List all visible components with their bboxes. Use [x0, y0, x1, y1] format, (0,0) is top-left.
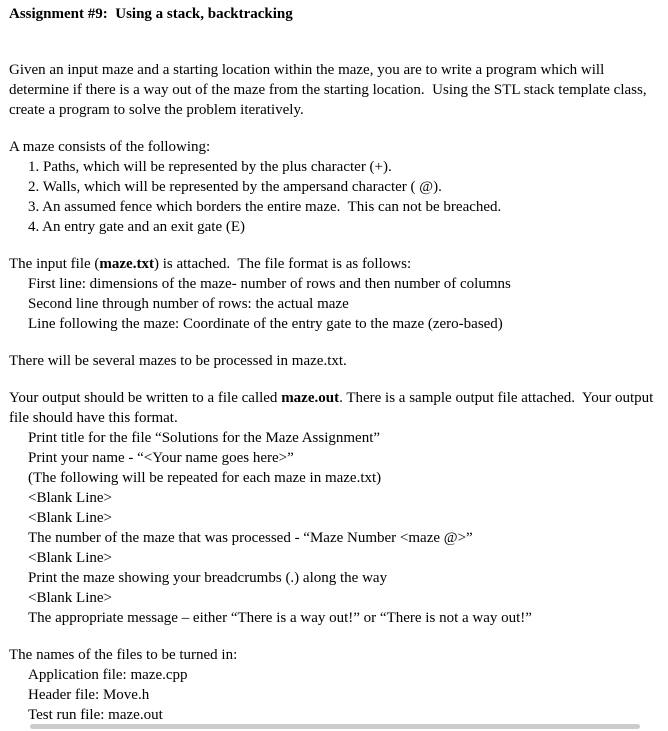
list-item: 3. An assumed fence which borders the entire maze. This can not be breached. [28, 199, 502, 215]
list-item: <Blank Line> [28, 590, 112, 606]
maze-structure-section [9, 137, 658, 237]
list-item: <Blank Line> [28, 550, 112, 566]
list-item: Print title for the file “Solutions for the Maze Assignment” [28, 430, 381, 446]
document-title: Assignment #9: Using a stack, backtracking [9, 6, 293, 22]
filename-maze-out: maze.out [281, 390, 340, 406]
horizontal-scrollbar[interactable] [30, 724, 640, 729]
list-item: Test run file: maze.out [28, 707, 163, 723]
input-file-format-list [9, 274, 658, 334]
input-file-section [9, 254, 658, 334]
list-item: Header file: Move.h [28, 687, 150, 703]
turn-in-files-section [9, 645, 658, 725]
turn-in-files-heading: The names of the files to be turned in: [9, 647, 238, 663]
several-mazes-paragraph: There will be several mazes to be processed in maze.txt. [9, 353, 347, 369]
turn-in-files-list [9, 665, 658, 725]
list-item: Line following the maze: Coordinate of the entry gate to the maze (zero-based) [28, 316, 503, 332]
output-section [9, 388, 658, 628]
text-run: Your output should be written to a file called [9, 390, 282, 406]
list-item: <Blank Line> [28, 490, 112, 506]
list-item: <Blank Line> [28, 510, 112, 526]
list-item: The number of the maze that was processed - “Maze Number <maze @>” [28, 530, 473, 546]
text-run: The input file ( [9, 256, 100, 272]
list-item: 1. Paths, which will be represented by the plus character (+). [28, 159, 392, 175]
output-paragraph [9, 388, 658, 428]
list-item: Application file: maze.cpp [28, 667, 188, 683]
output-format-list [9, 428, 658, 628]
maze-structure-list [9, 157, 658, 237]
list-item: Second line through number of rows: the actual maze [28, 296, 349, 312]
list-item: Print your name - “<Your name goes here>” [28, 450, 294, 466]
list-item: Print the maze showing your breadcrumbs (.) along the way [28, 570, 388, 586]
list-item: 4. An entry gate and an exit gate (E) [28, 219, 246, 235]
list-item: The appropriate message – either “There is a way out!” or “There is not a way out!” [28, 610, 532, 626]
maze-structure-heading: A maze consists of the following: [9, 139, 211, 155]
intro-paragraph: Given an input maze and a starting location within the maze, you are to write a program which will determine if there is a way out of the maze from the starting location. Using the STL stack template class, create a program to solve the problem iteratively. [9, 62, 651, 118]
text-run: . There is a sample output file attached. Your output file should have this format. [9, 390, 658, 426]
filename-maze-txt: maze.txt [99, 256, 154, 272]
list-item: First line: dimensions of the maze- number of rows and then number of columns [28, 276, 511, 292]
input-file-paragraph [9, 254, 658, 274]
list-item: (The following will be repeated for each maze in maze.txt) [28, 470, 382, 486]
text-run: ) is attached. The file format is as follows: [153, 256, 412, 272]
list-item: 2. Walls, which will be represented by the ampersand character ( @). [28, 179, 442, 195]
